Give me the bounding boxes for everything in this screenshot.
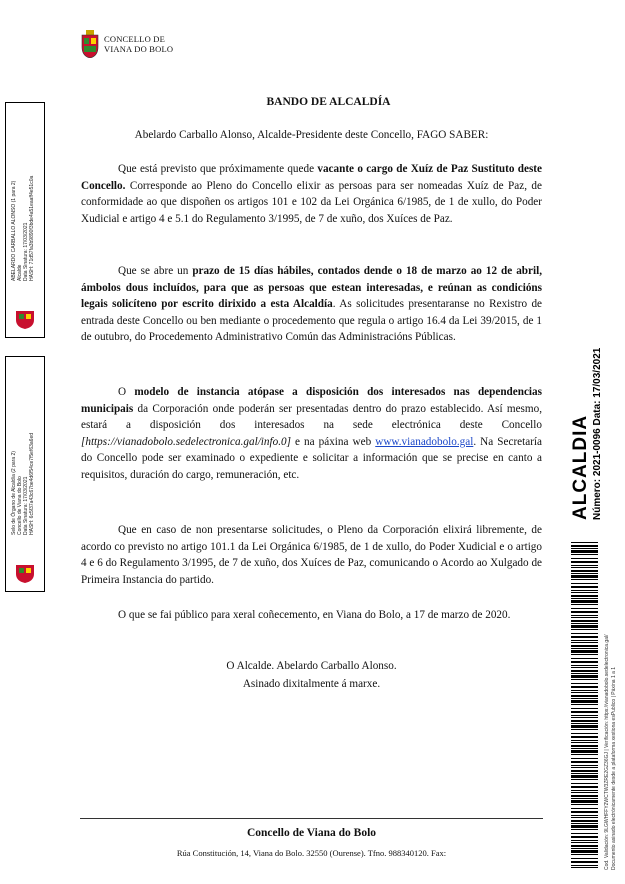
p2-text-c: . As solicitudes presentaranse no Rexistro de entrada deste Concello ou ben mediante o procedemento que regula o artigo 16.4 da Lei 39/2015, de 1 de outubro, do Procedemento Administrativo Común das Administracións Públicas.: [81, 298, 543, 344]
barcode-bar: [571, 736, 598, 738]
p3-text-f: . Na Secretaría do Concello pode ser examinado o expediente e solicitar a información que se precise en canto a requisitos, duración do cargo, remuneración, etc.: [81, 435, 543, 481]
p3-text-bold: modelo de instancia atópase a disposición dos interesados nas dependencias municipais: [81, 386, 542, 415]
barcode-bar: [571, 600, 598, 603]
barcode-bar: [571, 711, 598, 713]
document-title: BANDO DE ALCALDÍA: [266, 96, 391, 108]
barcode-bar: [571, 550, 598, 553]
barcode-bar: [571, 573, 598, 574]
barcode-bar: [571, 642, 598, 643]
org-name-line2: VIANA DO BOLO: [104, 44, 174, 54]
barcode-bar: [571, 773, 598, 774]
barcode-bar: [571, 704, 598, 705]
barcode-bar: [571, 779, 598, 780]
barcode-bar: [571, 636, 598, 638]
barcode-bar: [571, 648, 598, 649]
barcode-bar: [571, 623, 598, 624]
barcode-bar: [571, 673, 598, 674]
barcode-bar: [571, 695, 598, 697]
paragraph-3: [81, 384, 542, 484]
barcode-bar: [571, 720, 598, 722]
barcode-bar: [571, 700, 598, 703]
stamp-2-line4: HASH: 6c5f37a43c67be4d6f54ce7f5ef63a6ed: [29, 432, 35, 535]
barcode-bar: [571, 542, 598, 543]
barcode-bar: [571, 850, 598, 853]
barcode-bar: [571, 745, 598, 747]
p3-text-c: da Corporación onde poderán ser presentadas dentro do prazo establecido. Así mesmo, estará a disposición dos interesados na sede electrónica deste Concello: [81, 402, 542, 432]
barcode-bar: [571, 825, 598, 828]
barcode-bar: [571, 820, 598, 822]
barcode-bar: [571, 808, 598, 809]
barcode-bar: [571, 604, 598, 605]
header-logo: [80, 30, 173, 58]
barcode-bar: [571, 620, 598, 622]
barcode-bar: [571, 675, 598, 678]
barcode-bar: [571, 686, 598, 688]
barcode-bar: [571, 692, 598, 693]
document-number-date: Número: 2021-0096 Data: 17/03/2021: [592, 347, 603, 520]
stamp-2-line3: Data Sinatura: 17/03/2021: [23, 476, 29, 535]
barcode-bar: [571, 561, 598, 563]
paragraph-2: [81, 263, 542, 346]
stamp-1-line1: ABELARDO CARBALLO ALONSO (1 para 2): [11, 180, 17, 281]
paragraph-4: Que en caso de non presentarse solicitudes, o Pleno da Corporación elixirá libremente, de acordo co previsto no artigo 101.1 da Lei Orgánica 6/1985, de 1 de xullo, do Poder Xudicial e o artigo 4 e 6 do Regulamento 3/1995, de 7 de xuño, dos Xuíces de Paz, comunicando o Acordo ao Xulgado de Primeira Instancia do partido.: [81, 524, 542, 586]
barcode: [571, 542, 598, 868]
stamp-2-text: [11, 365, 35, 535]
barcode-bar: [571, 645, 598, 647]
barcode-bar: [571, 611, 598, 613]
barcode-bar: [571, 740, 598, 741]
p2-text-a: Que se abre un: [118, 265, 193, 277]
stamp-2-shield-icon: [14, 563, 36, 583]
barcode-bar: [571, 790, 598, 791]
barcode-bar: [571, 758, 598, 759]
barcode-bar: [571, 565, 598, 566]
barcode-bar: [571, 748, 598, 749]
barcode-bar: [571, 804, 598, 805]
barcode-bar: [571, 579, 598, 580]
barcode-bar: [571, 679, 598, 680]
barcode-bar: [571, 586, 598, 588]
signature-stamp-2: [5, 356, 45, 592]
barcode-bar: [571, 742, 598, 743]
barcode-bar: [571, 665, 598, 666]
org-name-line1: CONCELLO DE: [104, 34, 165, 44]
barcode-bar: [571, 733, 598, 734]
barcode-bar: [571, 775, 598, 778]
barcode-bar: [571, 715, 598, 716]
barcode-bar: [571, 683, 598, 684]
coat-of-arms-icon: [80, 30, 100, 58]
barcode-bar: [571, 786, 598, 788]
barcode-bar: [571, 617, 598, 618]
barcode-bar: [571, 558, 598, 559]
barcode-bar: [571, 667, 598, 668]
stamp-1-line2: Alcalde: [17, 264, 23, 281]
p1-text-bold: vacante o cargo de Xuíz de Paz Sustituto deste Concello.: [81, 163, 542, 192]
barcode-bar: [571, 861, 598, 863]
barcode-bar: [571, 817, 598, 818]
barcode-bar: [571, 592, 598, 593]
barcode-bar: [571, 840, 598, 841]
barcode-bar: [571, 658, 598, 659]
alcaldia-label: ALCALDIA: [570, 414, 591, 520]
footer-address: Rúa Constitución, 14, Viana do Bolo. 32550 (Ourense). Tfno. 988340120. Fax:: [176, 848, 447, 858]
barcode-bar: [571, 845, 598, 847]
barcode-bar: [571, 750, 598, 753]
barcode-bar: [571, 654, 598, 655]
barcode-bar: [571, 608, 598, 609]
barcode-bar: [571, 783, 598, 784]
stamp-2-line2: Concello de Viana do Bolo: [17, 476, 23, 535]
stamp-2-line1: Selo de Órgano de Alcaldía (2 para 2): [11, 451, 17, 535]
stamp-1-line3: Data Sinatura: 17/03/2021: [23, 222, 29, 281]
barcode-bar: [571, 717, 598, 718]
barcode-bar: [571, 770, 598, 772]
barcode-bar: [571, 798, 598, 799]
signature-line-1: O Alcalde. Abelardo Carballo Alonso.: [226, 660, 397, 672]
website-link[interactable]: www.vianadobolo.gal: [375, 435, 474, 448]
barcode-bar: [571, 867, 598, 868]
barcode-bar: [571, 625, 598, 628]
paragraph-5: O que se fai público para xeral coñecemento, en Viana do Bolo, a 17 de marzo de 2020.: [118, 609, 511, 621]
barcode-bar: [571, 575, 598, 578]
p3-text-a: O: [118, 386, 135, 398]
stamp-1-shield-icon: [14, 309, 36, 329]
barcode-bar: [571, 640, 598, 641]
barcode-bar: [571, 615, 598, 616]
barcode-bar: [571, 723, 598, 724]
barcode-bar: [571, 690, 598, 691]
barcode-bar: [571, 595, 598, 597]
barcode-bar: [571, 708, 598, 709]
barcode-bar: [571, 811, 598, 813]
verification-code: Cod. Validación: 9LGWHFFY2WCTW3ZRE2GZ36GJ | Verificación: https://vianadobolo.sedelectronica.gal/: [604, 634, 610, 870]
stamp-1-text: [11, 111, 35, 281]
barcode-bar: [571, 761, 598, 763]
p2-text-bold: prazo de 15 días hábiles, contados dende o 18 de marzo ao 12 de abril, ámbolos dous incluídos, para que as persoas que estean interesadas, e reúnan as condicións legais solicíteno por escrito dirixido a esta Alcaldía: [81, 265, 542, 311]
barcode-bar: [571, 729, 598, 730]
barcode-bar: [571, 848, 598, 849]
paragraph-1: [81, 161, 542, 227]
barcode-bar: [571, 842, 598, 843]
barcode-bar: [571, 650, 598, 653]
barcode-bar: [571, 829, 598, 830]
verification-platform: Documento asinado electrónicamente desde a plataforma xestiona esPublico | Páxina 1 a 1: [611, 666, 617, 870]
barcode-bar: [571, 823, 598, 824]
signature-line-2: Asinado dixitalmente á marxe.: [242, 678, 381, 690]
footer-title: Concello de Viana do Bolo: [246, 827, 377, 839]
barcode-bar: [571, 795, 598, 797]
barcode-bar: [571, 598, 598, 599]
barcode-bar: [571, 698, 598, 699]
barcode-bar: [571, 545, 598, 547]
barcode-bar: [571, 629, 598, 630]
barcode-bar: [571, 800, 598, 803]
p3-text-e: e na páxina web: [290, 435, 376, 448]
barcode-bar: [571, 854, 598, 855]
barcode-bar: [571, 754, 598, 755]
barcode-bar: [571, 567, 598, 568]
barcode-bar: [571, 833, 598, 834]
barcode-bar: [571, 590, 598, 591]
barcode-bar: [571, 670, 598, 672]
barcode-bar: [571, 583, 598, 584]
barcode-bar: [571, 633, 598, 634]
footer-divider: [80, 818, 543, 819]
sede-electronica-url: [https://vianadobolo.sedelectronica.gal/info.0]: [81, 435, 291, 448]
barcode-bar: [571, 836, 598, 838]
p1-text-a: Que está previsto que próximamente quede: [118, 163, 318, 175]
p1-text-c: Corresponde ao Pleno do Concello elixir as persoas para ser nomeadas Xuíz de Paz, de conformidade ao que dispoñen os artigos 101 e 102 da Lei Orgánica 6/1985, de 1 de xullo, do Poder Xudicial e artigo 4 e 5.1 do Regulamento 3/1995, de 7 de xuño, dos Xuíces de Paz.: [81, 179, 542, 225]
barcode-bar: [571, 725, 598, 728]
intro-paragraph: Abelardo Carballo Alonso, Alcalde-Presidente deste Concello, FAGO SABER:: [134, 129, 489, 141]
signature-stamp-1: [5, 102, 45, 338]
barcode-bar: [571, 570, 598, 572]
barcode-bar: [571, 858, 598, 859]
barcode-bar: [571, 554, 598, 555]
barcode-bar: [571, 765, 598, 766]
barcode-bar: [571, 815, 598, 816]
barcode-bar: [571, 792, 598, 793]
barcode-bar: [571, 767, 598, 768]
barcode-bar: [571, 661, 598, 663]
barcode-bar: [571, 548, 598, 549]
barcode-bar: [571, 865, 598, 866]
stamp-1-line4: HASH: 71d57fa3b9890f3bde4a51eaaff4e51c0a: [29, 175, 35, 281]
